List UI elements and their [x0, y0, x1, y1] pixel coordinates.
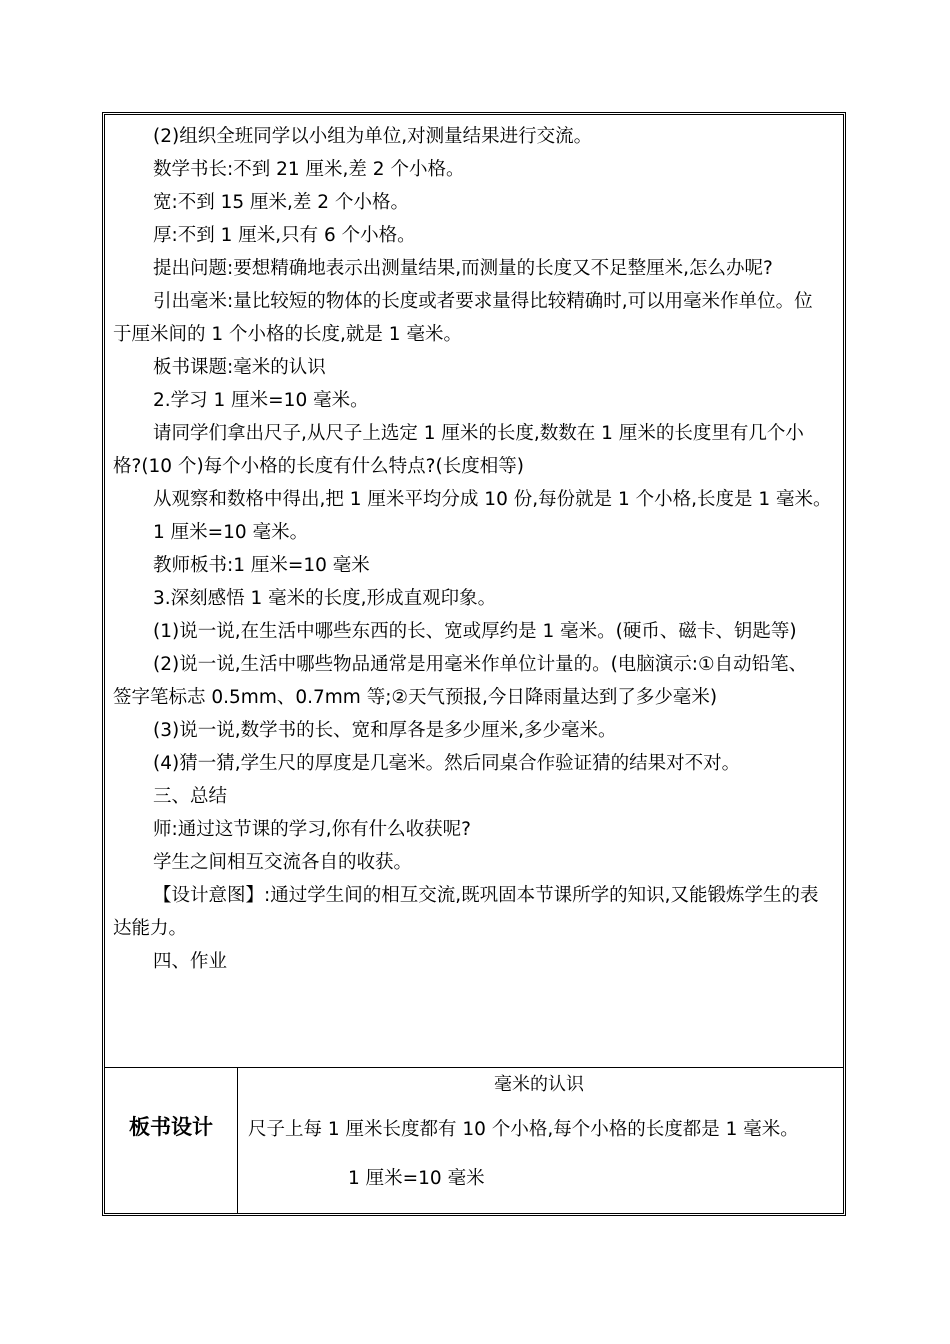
board-line: 1 厘米=10 毫米 — [348, 1168, 485, 1189]
text-line: 宽:不到 15 厘米,差 2 个小格。 — [153, 192, 409, 213]
lesson-text — [113, 120, 835, 978]
text-line: 从观察和数格中得出,把 1 厘米平均分成 10 份,每份就是 1 个小格,长度是 1 毫米。 — [153, 489, 832, 510]
text-line: 厚:不到 1 厘米,只有 6 个小格。 — [153, 225, 416, 246]
board-design-label-cell — [105, 1068, 238, 1213]
lesson-process-cell — [105, 115, 843, 1068]
lesson-table — [102, 112, 846, 1216]
text-line: (4)猜一猜,学生尺的厚度是几毫米。然后同桌合作验证猜的结果对不对。 — [153, 753, 741, 774]
board-design-label: 板书设计 — [129, 1115, 213, 1139]
design-intent-line: 【设计意图】:通过学生间的相互交流,既巩固本节课所学的知识,又能锻炼学生的表 — [153, 885, 819, 906]
text-line: 引出毫米:量比较短的物体的长度或者要求量得比较精确时,可以用毫米作单位。位 — [153, 291, 813, 312]
text-line: 提出问题:要想精确地表示出测量结果,而测量的长度又不足整厘米,怎么办呢? — [153, 258, 773, 279]
text-line: 签字笔标志 0.5mm、0.7mm 等;②天气预报,今日降雨量达到了多少毫米) — [113, 687, 718, 708]
text-line: 于厘米间的 1 个小格的长度,就是 1 毫米。 — [113, 324, 462, 345]
text-line: 3.深刻感悟 1 毫米的长度,形成直观印象。 — [153, 588, 497, 609]
text-line: 数学书长:不到 21 厘米,差 2 个小格。 — [153, 159, 465, 180]
text-line: 格?(10 个)每个小格的长度有什么特点?(长度相等) — [113, 456, 524, 477]
text-line: 达能力。 — [113, 918, 188, 939]
text-line: (3)说一说,数学书的长、宽和厚各是多少厘米,多少毫米。 — [153, 720, 617, 741]
text-line: 2.学习 1 厘米=10 毫米。 — [153, 390, 369, 411]
text-line: 请同学们拿出尺子,从尺子上选定 1 厘米的长度,数数在 1 厘米的长度里有几个小 — [153, 423, 804, 444]
text-line: (1)说一说,在生活中哪些东西的长、宽或厚约是 1 毫米。(硬币、磁卡、钥匙等) — [153, 621, 797, 642]
text-line: 教师板书:1 厘米=10 毫米 — [153, 555, 370, 576]
board-line: 尺子上每 1 厘米长度都有 10 个小格,每个小格的长度都是 1 毫米。 — [248, 1119, 799, 1140]
text-line: 学生之间相互交流各自的收获。 — [153, 852, 413, 873]
text-line: (2)说一说,生活中哪些物品通常是用毫米作单位计量的。(电脑演示:①自动铅笔、 — [153, 654, 808, 675]
text-line: 板书课题:毫米的认识 — [153, 357, 326, 378]
board-design-content-cell — [238, 1068, 843, 1213]
text-line: 师:通过这节课的学习,你有什么收获呢? — [153, 819, 471, 840]
section-heading: 三、总结 — [153, 786, 228, 807]
text-line: 1 厘米=10 毫米。 — [153, 522, 309, 543]
section-heading: 四、作业 — [153, 951, 228, 972]
board-title: 毫米的认识 — [494, 1074, 584, 1095]
text-line: (2)组织全班同学以小组为单位,对测量结果进行交流。 — [153, 126, 593, 147]
